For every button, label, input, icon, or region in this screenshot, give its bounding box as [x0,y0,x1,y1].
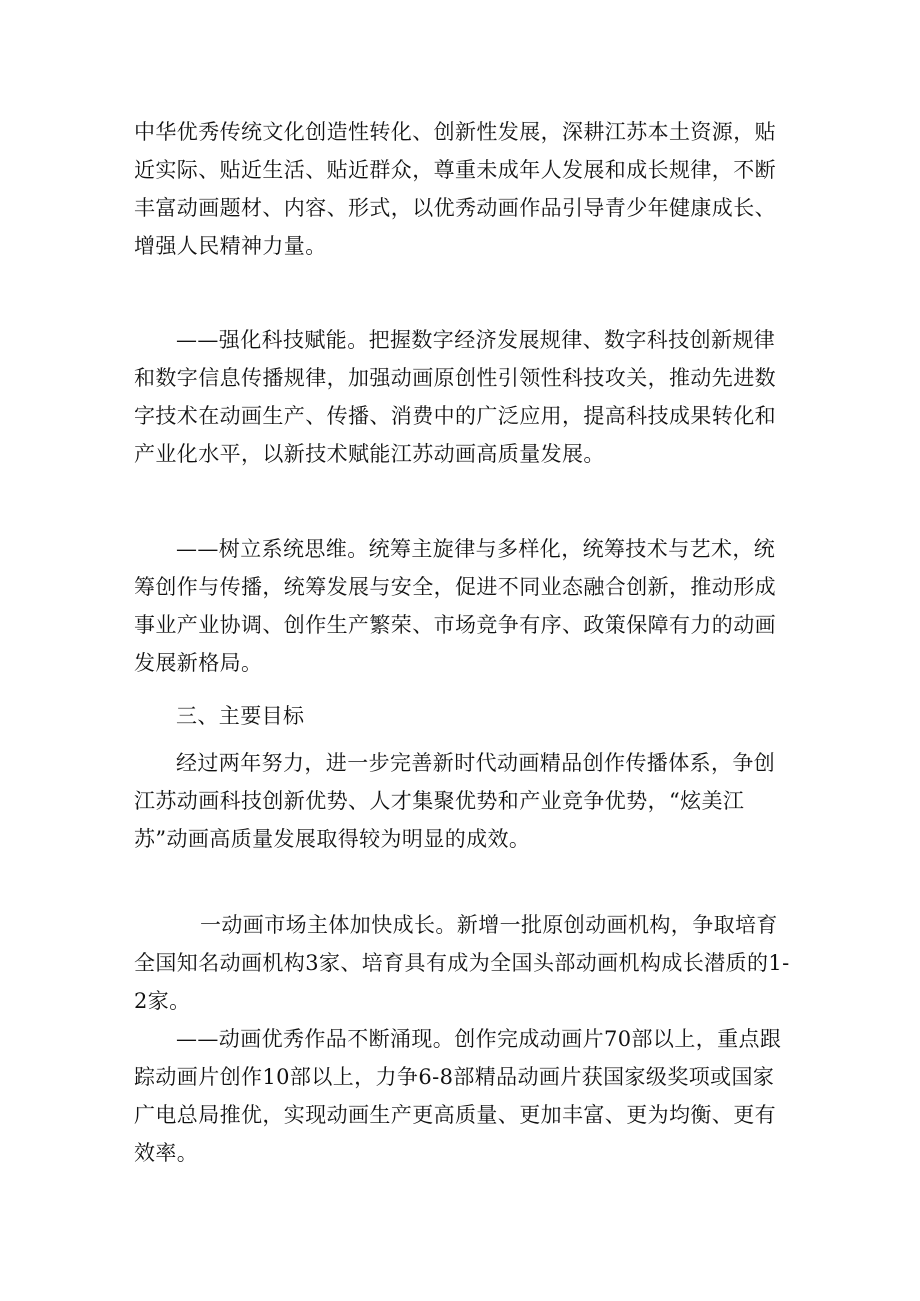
paragraph-market-entities: 一动画市场主体加快成长。新增一批原创动画机构，争取培育全国知名动画机构3家、培育具有成为全国头部动画机构成长潜质的1-2家。 [134,913,790,1013]
paragraph-system-thinking: ——树立系统思维。统筹主旋律与多样化，统筹技术与艺术，统筹创作与传播，统筹发展与安全，促进不同业态融合创新，推动形成事业产业协调、创作生产繁荣、市场竞争有序、政策保障有力的动画发展新格局。 [134,537,776,675]
paragraph-goals-intro: 经过两年努力，进一步完善新时代动画精品创作传播体系，争创江苏动画科技创新优势、人才集聚优势和产业竞争优势，“炫美江苏”动画高质量发展取得较为明显的成效。 [134,751,776,851]
paragraph-excellent-works: ——动画优秀作品不断涌现。创作完成动画片70部以上，重点跟踪动画片创作10部以上，力争6-8部精品动画片获国家级奖项或国家广电总局推优，实现动画生产更高质量、更加丰富、更为均衡、更有效率。 [134,1027,782,1165]
paragraph-tech-empowerment: ——强化科技赋能。把握数字经济发展规律、数字科技创新规律和数字信息传播规律，加强动画原创性引领性科技攻关，推动先进数字技术在动画生产、传播、消费中的广泛应用，提高科技成果转化和产业化水平，以新技术赋能江苏动画高质量发展。 [134,328,776,466]
section-heading-main-goals: 三、主要目标 [176,704,305,728]
paragraph-continuation: 中华优秀传统文化创造性转化、创新性发展，深耕江苏本土资源，贴近实际、贴近生活、贴近群众，尊重未成年人发展和成长规律，不断丰富动画题材、内容、形式，以优秀动画作品引导青少年健康成长、增强人民精神力量。 [134,120,776,258]
